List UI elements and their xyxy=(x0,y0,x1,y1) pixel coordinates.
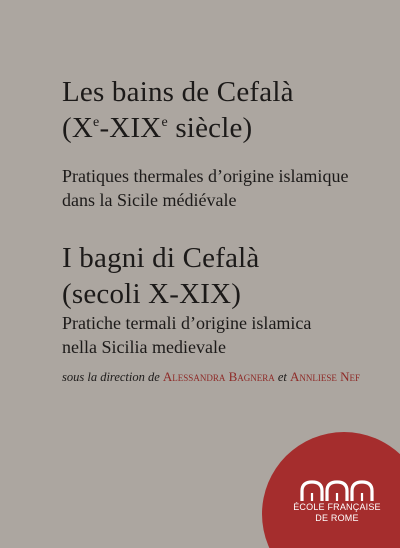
title-french-line1: Les bains de Cefalà xyxy=(62,76,294,108)
subtitle-french-line1: Pratiques thermales d’origine islamique xyxy=(62,166,349,186)
title-french-line2-mid: -XIX xyxy=(99,112,162,144)
editors-credit xyxy=(62,369,360,385)
title-french-line2-open: (X xyxy=(62,112,94,144)
subtitle-italian xyxy=(62,311,311,359)
title-italian-line2: (secoli X-XIX) xyxy=(62,278,242,310)
publisher-name-line1: ÉCOLE FRANÇAISE xyxy=(293,502,381,512)
publisher-name-line2: DE ROME xyxy=(315,513,359,523)
title-french-line2-close: siècle) xyxy=(167,112,253,144)
title-french xyxy=(62,74,294,146)
subtitle-italian-line1: Pratiche termali d’origine islamica xyxy=(62,313,312,333)
credit-conjunction: et xyxy=(274,370,291,384)
editor-name-2: Annliese Nef xyxy=(290,369,361,384)
title-italian xyxy=(62,240,259,312)
credit-prefix: sous la direction de xyxy=(62,370,163,384)
subtitle-italian-line2: nella Sicilia medievale xyxy=(62,337,226,357)
efr-arches-logo-icon xyxy=(299,480,377,502)
subtitle-french xyxy=(62,164,348,212)
title-french-line2 xyxy=(62,110,294,146)
title-french-sup1: e xyxy=(93,115,100,130)
editor-name-1: Alessandra Bagnera xyxy=(162,369,275,384)
title-french-sup2: e xyxy=(161,115,168,130)
publisher-name xyxy=(290,502,384,524)
subtitle-french-line2: dans la Sicile médiévale xyxy=(62,190,237,210)
title-italian-line1: I bagni di Cefalà xyxy=(62,242,260,274)
